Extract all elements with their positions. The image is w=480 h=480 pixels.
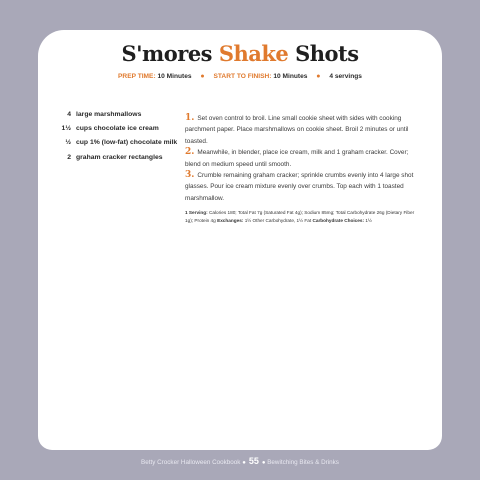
nutrition-choices-text: 1½ xyxy=(365,217,372,223)
step-text: Meanwhile, in blender, place ice cream, milk and 1 graham cracker. Cover; blend on medium speed until smooth. xyxy=(185,149,409,168)
servings-value: 4 servings xyxy=(329,73,362,80)
step-number: 3. xyxy=(185,170,195,181)
ingredient-item xyxy=(56,111,188,119)
finish-time-label: START TO FINISH: xyxy=(213,73,272,80)
ingredients-list xyxy=(56,111,188,168)
prep-time-value: 10 Minutes xyxy=(157,73,192,80)
title-part-3: Shots xyxy=(288,41,359,66)
section-title: Bewitching Bites & Drinks xyxy=(267,459,339,466)
ingredient-quantity: ½ xyxy=(65,139,71,147)
ingredient-quantity: 2 xyxy=(67,153,71,161)
ingredient-item xyxy=(56,139,188,147)
page-footer xyxy=(0,456,480,466)
nutrition-choices-label: Carbohydrate Choices: xyxy=(312,217,365,223)
ingredient-item xyxy=(56,125,188,133)
book-title: Betty Crocker Halloween Cookbook xyxy=(141,459,241,466)
ingredient-name: cups chocolate ice cream xyxy=(76,125,159,133)
step-text: Crumble remaining graham cracker; sprinkle crumbs evenly into 4 large shot glasses. Pour ice cream mixture evenly over crumbs. Top each with 1 toasted marshmallow. xyxy=(185,172,414,202)
bullet-icon: ● xyxy=(261,460,266,466)
ingredient-item xyxy=(56,154,188,162)
directions xyxy=(185,113,419,224)
step-number: 2. xyxy=(185,147,195,158)
step-number: 1. xyxy=(185,113,195,123)
ingredient-name: large marshmallows xyxy=(76,111,142,118)
ingredient-quantity: 1½ xyxy=(61,125,71,133)
page-number: 55 xyxy=(248,456,259,466)
title-accent-word: Shake xyxy=(218,41,289,66)
bullet-icon: ● xyxy=(200,73,205,80)
finish-time-value: 10 Minutes xyxy=(273,73,308,80)
recipe-card xyxy=(38,30,442,450)
ingredient-quantity: 4 xyxy=(67,111,71,118)
ingredient-name: cup 1% (low-fat) chocolate milk xyxy=(76,139,178,147)
prep-time-label: PREP TIME: xyxy=(118,73,156,80)
ingredient-name: graham cracker rectangles xyxy=(76,153,163,161)
nutrition-exchanges-text: 1½ Other Carbohydrate, 1½ Fat xyxy=(244,217,312,223)
nutrition-serving-text: Calories 180; Total Fat 7g (Saturated Fat 4g); Sodium 85mg; Total Carbohydrate 26g (Dietary Fiber 1g); Protein 4g xyxy=(185,210,415,223)
recipe-meta xyxy=(38,73,442,80)
bullet-icon: ● xyxy=(316,73,321,80)
direction-step xyxy=(185,113,419,147)
title-part-1: S'mores xyxy=(121,41,219,66)
direction-step xyxy=(185,170,419,204)
bullet-icon: ● xyxy=(242,460,246,466)
recipe-title xyxy=(38,41,442,66)
nutrition-info xyxy=(185,209,419,224)
step-text: Set oven control to broil. Line small cookie sheet with sides with cooking parchment paper. Place marshmallows on cookie sheet. Broil 2 minutes or until toasted. xyxy=(185,115,409,145)
nutrition-exchanges-label: Exchanges: xyxy=(217,217,244,223)
nutrition-serving-label: 1 Serving: xyxy=(185,210,208,216)
direction-step xyxy=(185,147,419,170)
